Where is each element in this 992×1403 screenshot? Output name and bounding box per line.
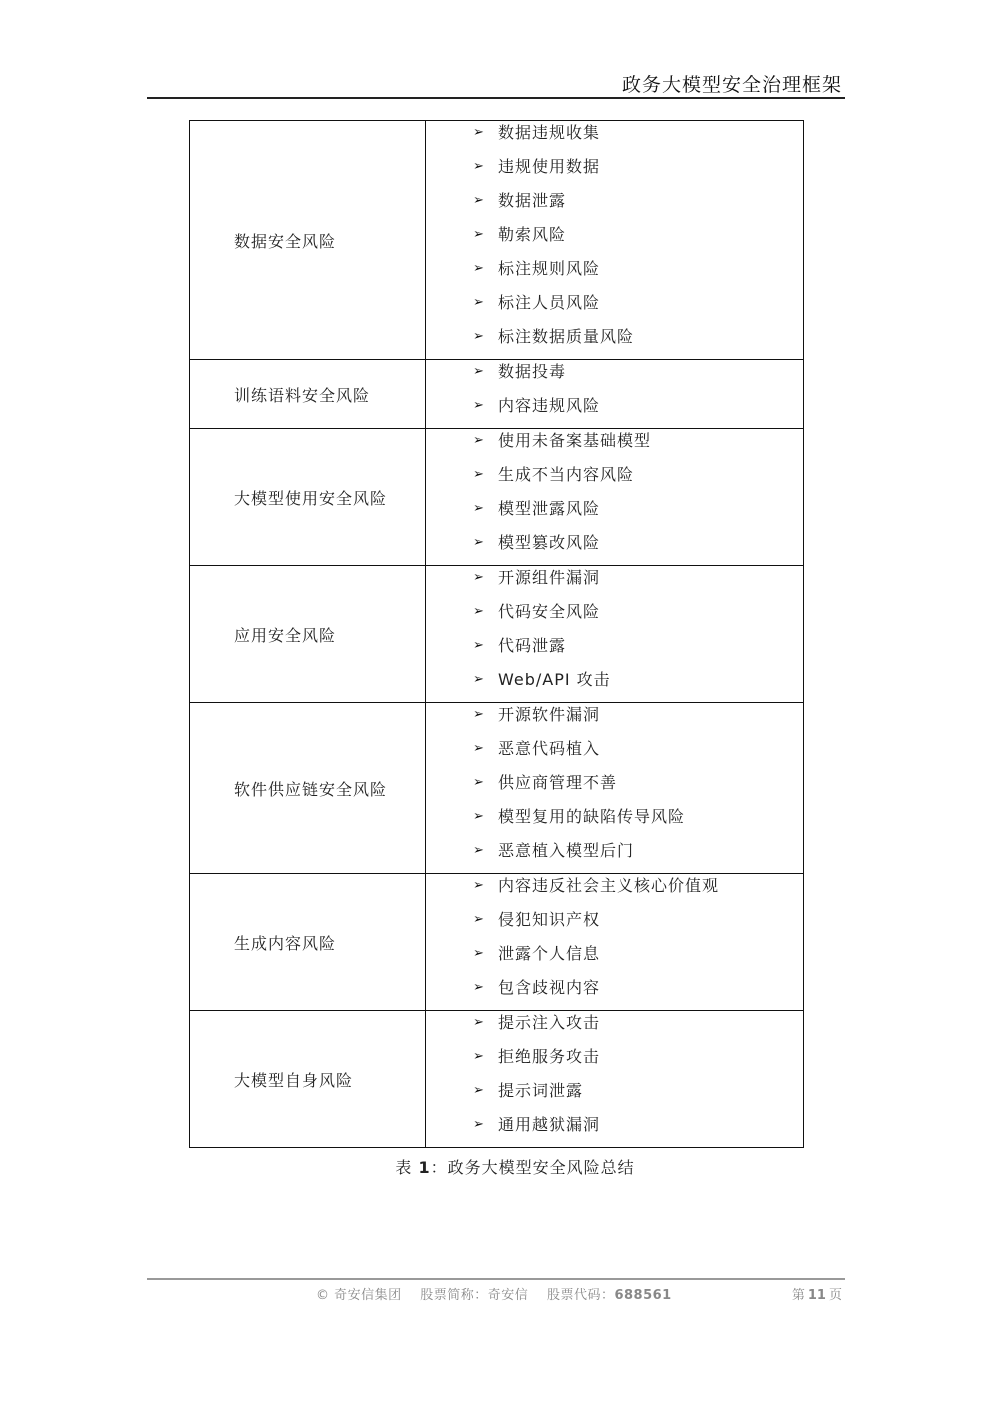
table-row (190, 566, 804, 703)
risk-category: 软件供应链安全风险 (190, 703, 426, 874)
risk-item-list (426, 121, 803, 359)
risk-item-text: 违规使用数据 (498, 157, 601, 176)
list-item (426, 360, 803, 394)
risk-items-cell (426, 121, 804, 360)
header-divider (147, 97, 845, 99)
risk-item-text: 标注规则风险 (498, 259, 601, 278)
list-item (426, 668, 803, 702)
arrow-bullet-icon: ➢ (473, 295, 485, 310)
table-row (190, 874, 804, 1011)
risk-items-cell (426, 429, 804, 566)
arrow-bullet-icon: ➢ (473, 809, 485, 824)
risk-item-list (426, 1011, 803, 1147)
list-item (426, 908, 803, 942)
risk-item-text: 内容违规风险 (498, 396, 601, 415)
risk-item-text: 数据投毒 (498, 362, 567, 381)
footer-stock-code-label: 股票代码： (546, 1288, 615, 1303)
arrow-bullet-icon: ➢ (473, 878, 485, 893)
arrow-bullet-icon: ➢ (473, 159, 485, 174)
arrow-bullet-icon: ➢ (473, 946, 485, 961)
arrow-bullet-icon: ➢ (473, 707, 485, 722)
risk-table-body (190, 121, 804, 1148)
risk-item-text: 模型泄露风险 (498, 499, 601, 518)
arrow-bullet-icon: ➢ (473, 741, 485, 756)
list-item (426, 223, 803, 257)
table-row (190, 703, 804, 874)
arrow-bullet-icon: ➢ (473, 329, 485, 344)
list-item (426, 531, 803, 565)
arrow-bullet-icon: ➢ (473, 227, 485, 242)
risk-item-text: 使用未备案基础模型 (498, 431, 652, 450)
footer-stock-name: 股票简称：奇安信 (420, 1288, 529, 1303)
list-item (426, 394, 803, 428)
arrow-bullet-icon: ➢ (473, 638, 485, 653)
risk-items-cell (426, 360, 804, 429)
risk-item-text: 模型篡改风险 (498, 533, 601, 552)
list-item (426, 942, 803, 976)
list-item (426, 839, 803, 873)
page-prefix: 第 (791, 1288, 805, 1303)
risk-item-text: 泄露个人信息 (498, 944, 601, 963)
list-item (426, 737, 803, 771)
arrow-bullet-icon: ➢ (473, 1015, 485, 1030)
risk-category: 大模型使用安全风险 (190, 429, 426, 566)
caption-number: 1 (418, 1158, 431, 1177)
list-item (426, 1045, 803, 1079)
risk-items-cell (426, 703, 804, 874)
arrow-bullet-icon: ➢ (473, 1049, 485, 1064)
caption-separator: ： (430, 1158, 448, 1177)
footer-company-info (316, 1284, 686, 1303)
risk-item-text: 恶意代码植入 (498, 739, 601, 758)
risk-item-text: 内容违反社会主义核心价值观 (498, 876, 720, 895)
table-caption (0, 1155, 992, 1178)
list-item (426, 703, 803, 737)
risk-item-text: 标注人员风险 (498, 293, 601, 312)
risk-item-list (426, 874, 803, 1010)
list-item (426, 155, 803, 189)
arrow-bullet-icon: ➢ (473, 433, 485, 448)
list-item (426, 189, 803, 223)
list-item (426, 121, 803, 155)
list-item (426, 805, 803, 839)
arrow-bullet-icon: ➢ (473, 672, 485, 687)
page-number: 11 (807, 1288, 826, 1303)
list-item (426, 325, 803, 359)
risk-items-cell (426, 566, 804, 703)
risk-items-cell (426, 874, 804, 1011)
risk-item-text: 侵犯知识产权 (498, 910, 601, 929)
footer-page-number (792, 1284, 842, 1303)
risk-item-text: 生成不当内容风险 (498, 465, 635, 484)
risk-item-list (426, 703, 803, 873)
list-item (426, 566, 803, 600)
page-header-title: 政务大模型安全治理框架 (621, 74, 842, 96)
list-item (426, 976, 803, 1010)
risk-item-text: 开源组件漏洞 (498, 568, 601, 587)
risk-item-text: 数据泄露 (498, 191, 567, 210)
list-item (426, 257, 803, 291)
arrow-bullet-icon: ➢ (473, 843, 485, 858)
footer-copyright: © 奇安信集团 (316, 1288, 402, 1303)
list-item (426, 1113, 803, 1147)
arrow-bullet-icon: ➢ (473, 364, 485, 379)
arrow-bullet-icon: ➢ (473, 1083, 485, 1098)
list-item (426, 497, 803, 531)
risk-item-text: 供应商管理不善 (498, 773, 618, 792)
risk-category: 生成内容风险 (190, 874, 426, 1011)
table-row (190, 360, 804, 429)
risk-item-text: 模型复用的缺陷传导风险 (498, 807, 686, 826)
arrow-bullet-icon: ➢ (473, 125, 485, 140)
risk-category: 大模型自身风险 (190, 1011, 426, 1148)
risk-item-text: 开源软件漏洞 (498, 705, 601, 724)
arrow-bullet-icon: ➢ (473, 1117, 485, 1132)
page-suffix: 页 (828, 1288, 842, 1303)
arrow-bullet-icon: ➢ (473, 398, 485, 413)
arrow-bullet-icon: ➢ (473, 980, 485, 995)
arrow-bullet-icon: ➢ (473, 467, 485, 482)
list-item (426, 1079, 803, 1113)
caption-text: 政务大模型安全风险总结 (447, 1158, 635, 1177)
risk-item-text: 提示注入攻击 (498, 1013, 601, 1032)
risk-category: 数据安全风险 (190, 121, 426, 360)
list-item (426, 600, 803, 634)
risk-item-text: 通用越狱漏洞 (498, 1115, 601, 1134)
risk-item-list (426, 360, 803, 428)
arrow-bullet-icon: ➢ (473, 775, 485, 790)
risk-category: 应用安全风险 (190, 566, 426, 703)
table-row (190, 121, 804, 360)
table-row (190, 429, 804, 566)
list-item (426, 771, 803, 805)
risk-item-text: 代码泄露 (498, 636, 567, 655)
list-item (426, 429, 803, 463)
list-item (426, 463, 803, 497)
list-item (426, 291, 803, 325)
footer-stock-code: 688561 (614, 1288, 672, 1303)
caption-prefix: 表 (395, 1158, 419, 1177)
risk-category: 训练语料安全风险 (190, 360, 426, 429)
risk-item-list (426, 429, 803, 565)
list-item (426, 1011, 803, 1045)
arrow-bullet-icon: ➢ (473, 193, 485, 208)
risk-item-text: 恶意植入模型后门 (498, 841, 635, 860)
arrow-bullet-icon: ➢ (473, 570, 485, 585)
arrow-bullet-icon: ➢ (473, 604, 485, 619)
arrow-bullet-icon: ➢ (473, 501, 485, 516)
risk-summary-table (189, 120, 804, 1148)
risk-items-cell (426, 1011, 804, 1148)
list-item (426, 874, 803, 908)
table-row (190, 1011, 804, 1148)
risk-item-text: 勒索风险 (498, 225, 567, 244)
risk-item-text: 代码安全风险 (498, 602, 601, 621)
arrow-bullet-icon: ➢ (473, 535, 485, 550)
risk-item-text: 标注数据质量风险 (498, 327, 635, 346)
risk-item-list (426, 566, 803, 702)
risk-item-text: 包含歧视内容 (498, 978, 601, 997)
footer-divider (147, 1278, 845, 1280)
arrow-bullet-icon: ➢ (473, 261, 485, 276)
risk-item-text: 拒绝服务攻击 (498, 1047, 601, 1066)
risk-item-text: 数据违规收集 (498, 123, 601, 142)
list-item (426, 634, 803, 668)
risk-item-text: 提示词泄露 (498, 1081, 584, 1100)
arrow-bullet-icon: ➢ (473, 912, 485, 927)
risk-item-text: Web/API 攻击 (498, 670, 611, 689)
